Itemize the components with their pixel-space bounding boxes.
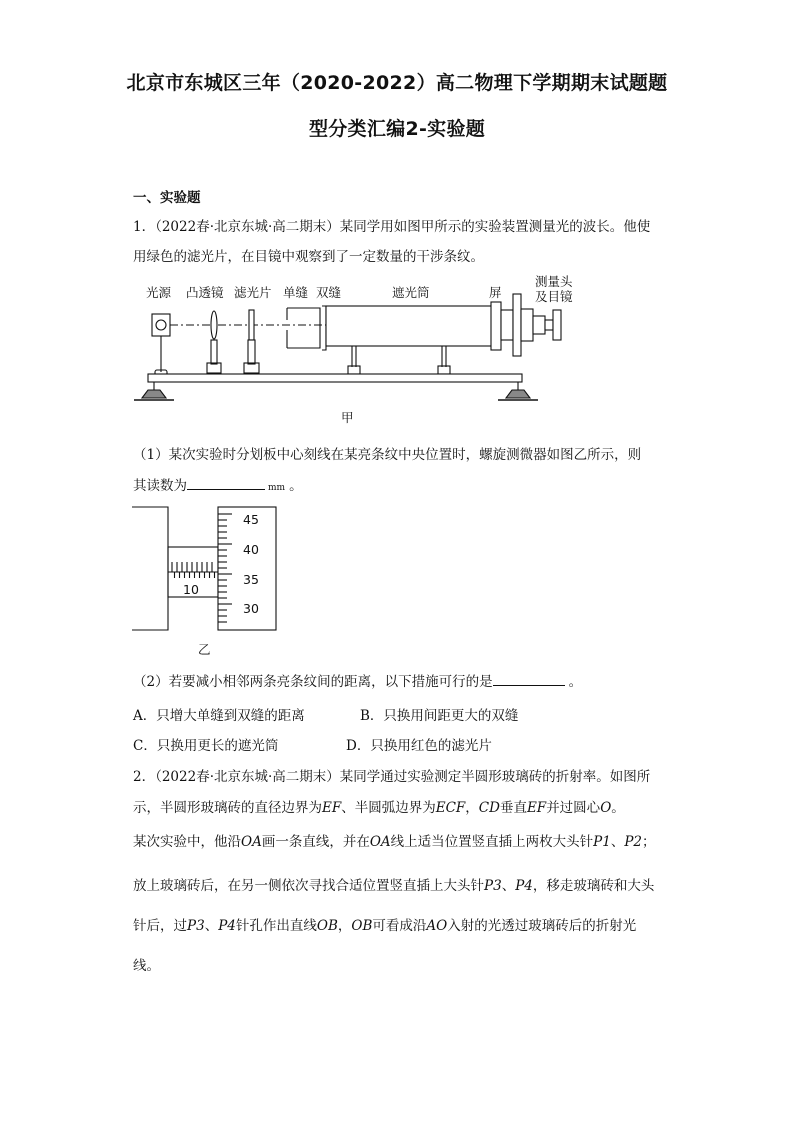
q2-l5-text-c: 针孔作出直线: [235, 918, 317, 934]
q2-l2-text-d: 垂直: [499, 800, 527, 816]
q1-sub2-line: [133, 670, 582, 690]
symbol-p2: P2: [624, 834, 643, 850]
q2-line6: 线。: [133, 958, 160, 974]
q2-l5-text-a: 针后，过: [133, 918, 187, 934]
label-source: 光源: [146, 285, 172, 300]
thimble-label-35: 35: [243, 572, 259, 587]
q2-l3-text-d: 、: [610, 834, 625, 850]
page-title-line2: 型分类汇编2-实验题: [308, 118, 486, 140]
symbol-p1: P1: [593, 834, 611, 850]
thimble-label-40: 40: [243, 542, 259, 557]
q1-stem-line2: 用绿色的滤光片，在目镜中观察到了一定数量的干涉条纹。: [133, 249, 484, 265]
q2-l4-text-c: ，移走玻璃砖和大头: [532, 878, 655, 894]
symbol-ao: AO: [426, 918, 448, 934]
symbol-ef-2: EF: [526, 800, 547, 816]
micrometer-figure: [130, 500, 290, 660]
q2-l5-text-b: 、: [204, 918, 219, 934]
apparatus-figure: [130, 272, 590, 432]
q1-stem-line1: 1．（2022春·北京东城·高二期末）某同学用如图甲所示的实验装置测量光的波长。他使: [133, 219, 651, 235]
symbol-cd: CD: [478, 800, 500, 816]
label-tube: 遮光筒: [392, 285, 430, 300]
symbol-p4-2: P4: [218, 918, 236, 934]
label-filter: 滤光片: [234, 285, 272, 300]
q1-sub2-prefix: （2）若要减小相邻两条亮条纹间的距离，以下措施可行的是: [133, 674, 493, 690]
figure-caption-jia: 甲: [341, 410, 354, 425]
q2-l2-text-a: 示，半圆形玻璃砖的直径边界为: [133, 800, 322, 816]
symbol-ecf: ECF: [435, 800, 466, 816]
q2-l3-text-b: 画一条直线，并在: [261, 834, 370, 850]
q2-l4-text-b: 、: [501, 878, 516, 894]
label-screen: 屏: [489, 285, 502, 300]
label-head2: 及目镜: [535, 289, 573, 304]
q2-line2: [133, 796, 625, 816]
symbol-ob: OB: [316, 918, 338, 934]
micrometer-main-label: 10: [183, 582, 199, 597]
figure-caption-yi: 乙: [198, 642, 211, 657]
option-d[interactable]: D．只换用红色的滤光片: [346, 738, 492, 754]
q2-line5: [133, 914, 636, 934]
q2-line1: 2．（2022春·北京东城·高二期末）某同学通过实验测定半圆形玻璃砖的折射率。如图所: [133, 769, 651, 785]
q2-l5-text-d: ，: [337, 918, 352, 934]
thimble-label-45: 45: [243, 512, 259, 527]
q2-l3-text-c: 线上适当位置竖直插上两枚大头针: [390, 834, 594, 850]
symbol-ef: EF: [322, 800, 342, 816]
label-head1: 测量头: [535, 274, 573, 289]
q1-sub1-end: 。: [289, 478, 303, 494]
symbol-ob-2: OB: [351, 918, 373, 934]
q1-sub2-end: 。: [568, 674, 583, 690]
symbol-p3: P3: [484, 878, 502, 894]
q1-sub1-line1: （1）某次实验时分划板中心刻线在某亮条纹中央位置时，螺旋测微器如图乙所示，则: [133, 447, 642, 463]
q2-l4-text-a: 放上玻璃砖后，在另一侧依次寻找合适位置竖直插上大头针: [133, 878, 484, 894]
label-double-slit: 双缝: [316, 285, 342, 300]
q2-l2-text-f: 。: [611, 800, 625, 816]
q1-sub1-prefix: 其读数为: [133, 478, 187, 494]
answer-blank-1[interactable]: [187, 477, 265, 490]
q2-l5-text-e: 可看成沿: [372, 918, 427, 934]
symbol-p4: P4: [515, 878, 533, 894]
q2-l5-text-f: 入射的光透过玻璃砖后的折射光: [447, 918, 637, 934]
q2-l3-text-e: ；: [642, 834, 656, 850]
q2-l2-text-c: ，: [465, 800, 479, 816]
label-single-slit: 单缝: [283, 285, 309, 300]
q2-line3: [133, 830, 656, 850]
q2-l2-text-b: 、半圆弧边界为: [341, 800, 436, 816]
symbol-oa: OA: [241, 834, 262, 850]
q2-line4: [133, 874, 654, 894]
q2-l2-text-e: 并过圆心: [546, 800, 601, 816]
symbol-oa-2: OA: [369, 834, 391, 850]
page-title-line1: 北京市东城区三年（2020-2022）高二物理下学期期末试题题: [126, 72, 668, 94]
option-a[interactable]: A．只增大单缝到双缝的距离: [133, 708, 305, 724]
q2-l3-text-a: 某次实验中，他沿: [133, 834, 241, 850]
thimble-label-30: 30: [243, 601, 259, 616]
label-lens: 凸透镜: [186, 285, 224, 300]
option-b[interactable]: B．只换用间距更大的双缝: [360, 708, 519, 724]
q1-sub1-line2: [133, 474, 303, 494]
section-heading: 一、实验题: [133, 190, 201, 206]
symbol-p3-2: P3: [187, 918, 205, 934]
q1-sub1-unit: mm: [268, 483, 286, 493]
option-c[interactable]: C．只换用更长的遮光筒: [133, 738, 279, 754]
symbol-o: O: [600, 800, 612, 816]
answer-blank-2[interactable]: [493, 673, 565, 686]
